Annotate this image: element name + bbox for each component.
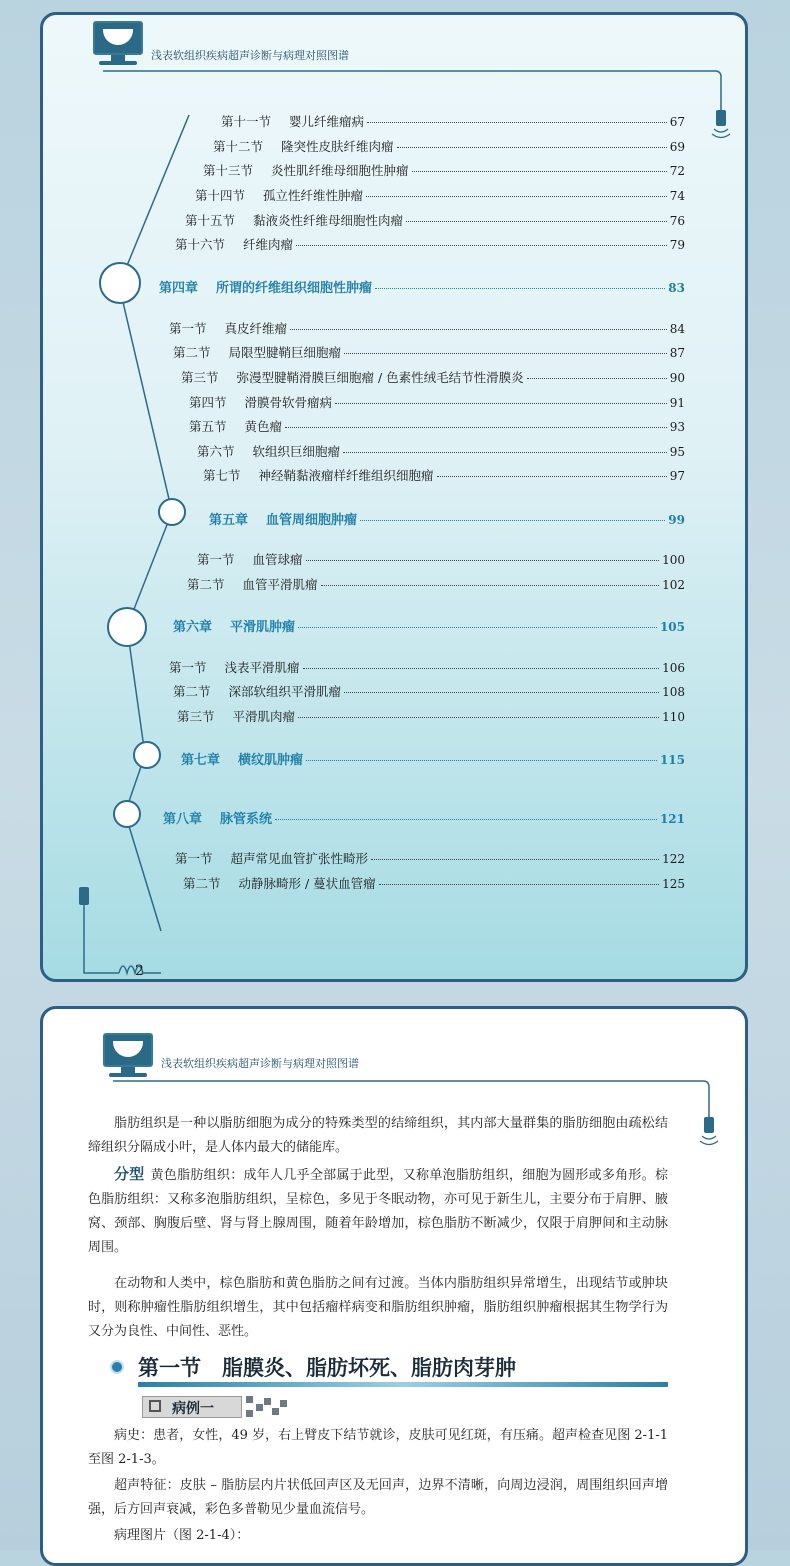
toc-number: 第六节: [197, 444, 235, 459]
leader-dots: [371, 859, 659, 860]
toc-number: 第一节: [169, 321, 207, 336]
toc-page: 83: [668, 281, 685, 295]
toc-page: 115: [659, 753, 685, 767]
toc-number: 第十二节: [213, 139, 264, 154]
toc-number: 第二节: [173, 345, 211, 360]
toc-title: 软组织巨细胞瘤: [252, 444, 341, 459]
toc-title: 浅表平滑肌瘤: [224, 660, 300, 675]
toc-title: 黄色瘤: [244, 419, 283, 434]
section-heading: 第一节 脂膜炎、脂肪坏死、脂肪肉芽肿: [110, 1352, 670, 1388]
toc-number: 第五节: [189, 419, 227, 434]
toc-section-row[interactable]: [189, 417, 685, 435]
toc-chapter-row[interactable]: [159, 277, 685, 296]
leader-dots: [527, 378, 667, 379]
toc-page: 99: [668, 513, 685, 527]
toc-title: 血管球瘤: [252, 552, 303, 567]
toc-section-row[interactable]: [185, 211, 685, 229]
toc-title: 婴儿纤维瘤病: [289, 114, 365, 129]
toc-number: 第三节: [181, 370, 219, 385]
chapter-5-marker: [158, 498, 186, 526]
toc-number: 第十一节: [221, 114, 272, 129]
toc-chapter-row[interactable]: [209, 509, 685, 528]
leader-dots: [298, 717, 659, 718]
toc-title: 纤维肉瘤: [243, 237, 294, 252]
toc-page: 125: [662, 877, 685, 891]
toc-title: 超声常见血管扩张性畸形: [230, 851, 369, 866]
pathology-caption: 病理图片（图 2-1-4）：: [114, 1528, 250, 1543]
leader-dots: [343, 452, 667, 453]
toc-number: 第十五节: [185, 213, 236, 228]
toc-number: 第二节: [183, 876, 221, 891]
toc-page: 102: [662, 578, 685, 592]
leader-dots: [275, 819, 657, 820]
toc-page: 79: [669, 238, 685, 252]
toc-section-row[interactable]: [173, 343, 685, 361]
toc-number: 第十四节: [195, 188, 246, 203]
section-bullet-icon: [110, 1360, 124, 1374]
toc-section-row[interactable]: [169, 319, 685, 337]
leader-dots: [344, 692, 659, 693]
leader-dots: [296, 245, 667, 246]
toc-title: 动静脉畸形 / 蔓状血管瘤: [238, 876, 376, 891]
toc-page: 72: [669, 164, 685, 178]
case-label: 病例一: [142, 1396, 287, 1420]
toc-page: 97: [669, 469, 685, 483]
toc-title: 黏液炎性纤维母细胞性肉瘤: [253, 213, 404, 228]
toc-number: 第五章: [209, 513, 249, 528]
toc-title: 血管周细胞肿瘤: [266, 513, 358, 528]
leader-dots: [303, 668, 660, 669]
toc-section-row[interactable]: [169, 658, 685, 676]
toc-title: 脉管系统: [220, 812, 273, 827]
toc-number: 第六章: [173, 620, 213, 635]
toc-number: 第四章: [159, 281, 199, 296]
toc-title: 横纹肌肿瘤: [238, 753, 304, 768]
toc-title: 所谓的纤维组织细胞性肿瘤: [216, 281, 373, 296]
leader-dots: [335, 403, 667, 404]
page-number: 2: [135, 963, 144, 979]
toc-page: 108: [662, 685, 685, 699]
toc-section-row[interactable]: [195, 186, 685, 204]
toc-page: 90: [669, 371, 685, 385]
toc-number: 第二节: [173, 684, 211, 699]
leader-dots: [412, 171, 667, 172]
toc-page: [40, 12, 748, 982]
toc-title: 真皮纤维瘤: [224, 321, 288, 336]
toc-number: 第七节: [203, 468, 241, 483]
toc-page: 100: [662, 553, 685, 567]
toc-title: 神经鞘黏液瘤样纤维组织细胞瘤: [258, 468, 434, 483]
leader-dots: [406, 221, 667, 222]
toc-chapter-row[interactable]: [181, 749, 685, 768]
leader-dots: [290, 329, 667, 330]
chapter-6-marker: [107, 607, 147, 647]
transition-paragraph: 在动物和人类中，棕色脂肪和黄色脂肪之间有过渡。当体内脂肪组织异常增生，出现结节或肿块时，则称肿瘤性脂肪组织增生，其中包括瘤样病变和脂肪组织肿瘤，脂肪组织肿瘤根据其生物学行为又分为良性、中间性、恶性。: [88, 1276, 668, 1339]
toc-title: 深部软组织平滑肌瘤: [228, 684, 342, 699]
toc-page: 87: [669, 346, 685, 360]
toc-number: 第一节: [169, 660, 207, 675]
toc-section-row[interactable]: [177, 707, 685, 725]
toc-title: 滑膜骨软骨瘤病: [244, 395, 333, 410]
toc-section-row[interactable]: [213, 137, 685, 155]
toc-number: 第十三节: [203, 163, 254, 178]
leader-dots: [306, 760, 657, 761]
toc-section-row[interactable]: [175, 849, 685, 867]
ultrasound-features: 超声特征：皮肤 – 脂肪层内片状低回声区及无回声，边界不清晰，向周边浸润，周围组织回声增强，后方回声衰减，彩色多普勒见少量血流信号。: [88, 1478, 668, 1517]
classification-paragraph: 分型 黄色脂肪组织：成年人几乎全部属于此型，又称单泡脂肪组织，细胞为圆形或多角形。棕色脂肪组织：又称多泡脂肪组织，呈棕色，多见于冬眠动物，亦可见于新生儿，主要分布于肩胛、腋窝、颈部、胸腹后壁、肾与肾上腺周围，随着年龄增加，棕色脂肪不断减少，仅限于肩胛间和主动脉周围。: [88, 1165, 668, 1255]
toc-page: 69: [669, 140, 685, 154]
leader-dots: [306, 560, 660, 561]
toc-section-row[interactable]: [175, 235, 685, 253]
leader-dots: [366, 196, 667, 197]
toc-section-row[interactable]: [203, 466, 685, 484]
toc-section-row[interactable]: [173, 682, 685, 700]
leader-dots: [285, 427, 667, 428]
toc-section-row[interactable]: [197, 442, 685, 460]
toc-number: 第一节: [175, 851, 213, 866]
toc-page: 76: [669, 214, 685, 228]
intro-paragraph: 脂肪组织是一种以脂肪细胞为成分的特殊类型的结缔组织，其内部大量群集的脂肪细胞由疏松结缔组织分隔成小叶，是人体内最大的储能库。: [88, 1116, 668, 1155]
toc-title: 孤立性纤维性肿瘤: [263, 188, 364, 203]
toc-section-row[interactable]: [183, 874, 685, 892]
toc-number: 第三节: [177, 709, 215, 724]
toc-page: 121: [659, 812, 685, 826]
toc-page: 91: [669, 396, 685, 410]
leader-dots: [375, 288, 665, 289]
toc-number: 第七章: [181, 753, 221, 768]
toc-page: 95: [669, 445, 685, 459]
toc-page: 122: [662, 852, 685, 866]
toc-section-row[interactable]: [187, 575, 685, 593]
toc-section-row[interactable]: [203, 161, 685, 179]
leader-dots: [367, 122, 667, 123]
toc-title: 血管平滑肌瘤: [242, 577, 318, 592]
leader-dots: [437, 476, 667, 477]
case-history: 病史：患者，女性，49 岁，右上臂皮下结节就诊，皮肤可见红斑，有压痛。超声检查见图 2-1-1 至图 2-1-3。: [88, 1428, 668, 1467]
toc-chapter-row[interactable]: [173, 616, 685, 635]
toc-number: 第八章: [163, 812, 203, 827]
toc-page: 106: [662, 661, 685, 675]
leader-dots: [397, 147, 667, 148]
toc-number: 第一节: [197, 552, 235, 567]
toc-section-row[interactable]: [221, 112, 685, 130]
chapter-4-marker: [99, 262, 141, 304]
toc-page: 105: [659, 620, 685, 634]
toc-number: 第二节: [187, 577, 225, 592]
toc-section-row[interactable]: [197, 550, 685, 568]
toc-title: 平滑肌肿瘤: [230, 620, 296, 635]
toc-page: 67: [669, 115, 685, 129]
leader-dots: [344, 353, 667, 354]
chapter-8-marker: [113, 800, 141, 828]
toc-title: 局限型腱鞘巨细胞瘤: [228, 345, 342, 360]
toc-chapter-row[interactable]: [163, 808, 685, 827]
toc-section-row[interactable]: [189, 393, 685, 411]
chapter-7-marker: [133, 741, 161, 769]
leader-dots: [379, 884, 659, 885]
toc-page: 110: [662, 710, 685, 724]
case-icon: [149, 1400, 161, 1412]
toc-page: 93: [669, 420, 685, 434]
toc-page: 84: [669, 322, 685, 336]
toc-number: 第四节: [189, 395, 227, 410]
classification-term: 分型: [114, 1165, 145, 1183]
toc-title: 弥漫型腱鞘滑膜巨细胞瘤 / 色素性绒毛结节性滑膜炎: [236, 370, 524, 385]
book-title: 浅表软组织疾病超声诊断与病理对照图谱: [151, 49, 349, 62]
leader-dots: [321, 585, 660, 586]
leader-dots: [298, 627, 657, 628]
leader-dots: [360, 520, 665, 521]
toc-title: 隆突性皮肤纤维肉瘤: [281, 139, 394, 154]
toc-number: 第十六节: [175, 237, 226, 252]
toc-title: 平滑肌肉瘤: [232, 709, 296, 724]
book-title: 浅表软组织疾病超声诊断与病理对照图谱: [161, 1057, 359, 1070]
toc-page: 74: [669, 189, 685, 203]
toc-section-row[interactable]: [181, 368, 685, 386]
toc-title: 炎性肌纤维母细胞性肿瘤: [271, 163, 409, 178]
